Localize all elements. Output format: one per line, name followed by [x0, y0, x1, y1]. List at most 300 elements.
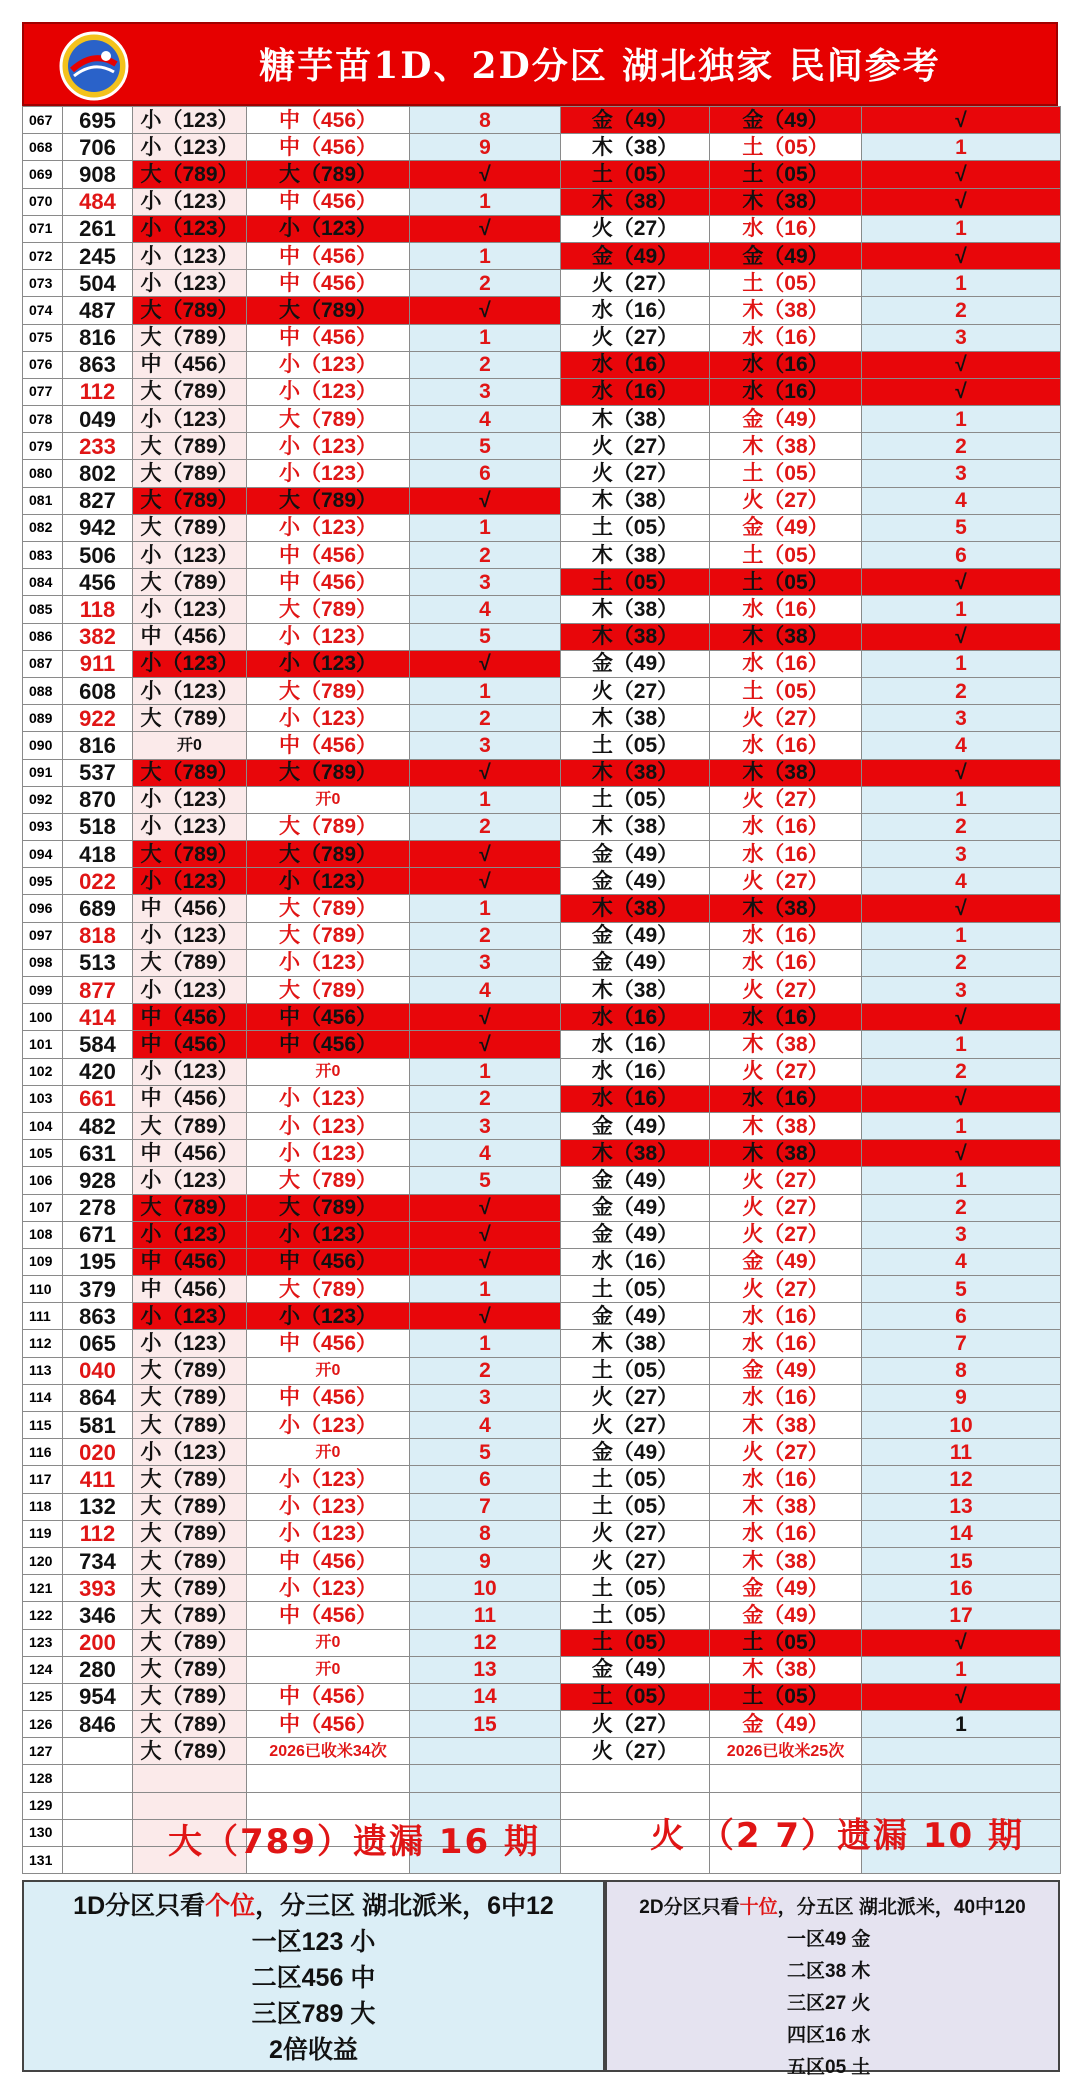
row-id: 070 [23, 188, 63, 215]
zone-1d-prev: 大（789） [133, 161, 247, 188]
element-2d-pick: 土（05） [710, 134, 862, 161]
count-1d: 10 [410, 1575, 561, 1602]
row-id: 129 [23, 1792, 63, 1819]
zone-1d-pick: 中（456） [247, 732, 410, 759]
row-id: 076 [23, 351, 63, 378]
draw-number: 537 [63, 759, 133, 786]
count-2d: √ [862, 1629, 1061, 1656]
zone-1d-prev: 大（789） [133, 1412, 247, 1439]
count-1d: 8 [410, 1520, 561, 1547]
count-2d: 6 [862, 1303, 1061, 1330]
count-1d: 9 [410, 134, 561, 161]
zone-1d-prev: 大（789） [133, 514, 247, 541]
element-2d-pick: 木（38） [710, 188, 862, 215]
count-1d: 1 [410, 1276, 561, 1303]
count-2d: 4 [862, 868, 1061, 895]
element-2d-prev: 水（16） [561, 1058, 710, 1085]
row-id: 073 [23, 270, 63, 297]
table-row [23, 949, 1061, 976]
zone-1d-prev: 中（456） [133, 895, 247, 922]
count-1d: √ [410, 297, 561, 324]
element-2d-pick: 土（05） [710, 677, 862, 704]
count-1d: 3 [410, 378, 561, 405]
zone-1d-pick: 大（789） [247, 841, 410, 868]
table-row [23, 215, 1061, 242]
row-id: 130 [23, 1819, 63, 1846]
zone-1d-pick: 开0 [247, 1629, 410, 1656]
zone-1d-prev: 小（123） [133, 406, 247, 433]
zone-1d-pick: 中（456） [247, 542, 410, 569]
element-2d-pick: 火（27） [710, 1194, 862, 1221]
zone-1d-pick: 小（123） [247, 623, 410, 650]
table-row [23, 487, 1061, 514]
draw-number: 671 [63, 1221, 133, 1248]
draw-number [63, 1792, 133, 1819]
zone-1d-pick [247, 1765, 410, 1792]
element-2d-pick: 金（49） [710, 406, 862, 433]
count-1d: 6 [410, 1466, 561, 1493]
row-id: 097 [23, 922, 63, 949]
zone-1d-prev: 大（789） [133, 1493, 247, 1520]
table-row [23, 841, 1061, 868]
count-2d: 1 [862, 1656, 1061, 1683]
zone-1d-pick: 中（456） [247, 107, 410, 134]
zone-1d-pick: 大（789） [247, 1194, 410, 1221]
count-2d: 2 [862, 433, 1061, 460]
count-2d: 2 [862, 813, 1061, 840]
row-id: 096 [23, 895, 63, 922]
count-1d: 1 [410, 514, 561, 541]
zone-1d-pick: 小（123） [247, 1412, 410, 1439]
count-2d: 9 [862, 1384, 1061, 1411]
draw-number: 200 [63, 1629, 133, 1656]
count-2d: √ [862, 1004, 1061, 1031]
draw-number: 118 [63, 596, 133, 623]
element-2d-prev: 土（05） [561, 732, 710, 759]
count-1d: √ [410, 1221, 561, 1248]
element-2d-pick: 木（38） [710, 1656, 862, 1683]
zone-1d-pick: 大（789） [247, 1276, 410, 1303]
zone-1d-prev: 大（789） [133, 324, 247, 351]
count-2d: 2 [862, 1194, 1061, 1221]
count-2d: 12 [862, 1466, 1061, 1493]
zone-1d-prev: 大（789） [133, 487, 247, 514]
row-id: 077 [23, 378, 63, 405]
note-1d-zone1: 一区123 小 [251, 1928, 376, 1956]
table-row [23, 1221, 1061, 1248]
element-2d-pick: 火（27） [710, 1058, 862, 1085]
zone-1d-prev: 大（789） [133, 1711, 247, 1738]
zone-1d-prev: 中（456） [133, 1085, 247, 1112]
count-2d: 3 [862, 977, 1061, 1004]
draw-number: 065 [63, 1330, 133, 1357]
element-2d-pick: 土（05） [710, 161, 862, 188]
table-row [23, 677, 1061, 704]
element-2d-pick: 金（49） [710, 1602, 862, 1629]
count-2d: 3 [862, 460, 1061, 487]
count-1d: √ [410, 1004, 561, 1031]
element-2d-prev: 土（05） [561, 1575, 710, 1602]
table-row [23, 868, 1061, 895]
table-row [23, 1575, 1061, 1602]
element-2d-pick: 2026已收米25次 [710, 1738, 862, 1765]
element-2d-prev: 土（05） [561, 1602, 710, 1629]
count-2d: 17 [862, 1602, 1061, 1629]
zone-1d-prev [133, 1765, 247, 1792]
count-1d [410, 1738, 561, 1765]
element-2d-pick: 火（27） [710, 487, 862, 514]
table-row [23, 1629, 1061, 1656]
row-id: 087 [23, 650, 63, 677]
table-row [23, 134, 1061, 161]
row-id: 122 [23, 1602, 63, 1629]
element-2d-prev: 水（16） [561, 1004, 710, 1031]
draw-number: 922 [63, 705, 133, 732]
element-2d-pick: 木（38） [710, 1412, 862, 1439]
zone-1d-pick: 大（789） [247, 922, 410, 949]
count-2d: 4 [862, 732, 1061, 759]
element-2d-prev: 木（38） [561, 188, 710, 215]
row-id: 092 [23, 786, 63, 813]
element-2d-prev: 土（05） [561, 1683, 710, 1710]
zone-1d-pick: 小（123） [247, 650, 410, 677]
count-2d: 1 [862, 1167, 1061, 1194]
count-2d: 5 [862, 1276, 1061, 1303]
table-row [23, 161, 1061, 188]
table-row [23, 542, 1061, 569]
element-2d-prev: 金（49） [561, 1439, 710, 1466]
element-2d-prev: 火（27） [561, 677, 710, 704]
zone-1d-prev: 大（789） [133, 1738, 247, 1765]
zone-1d-pick: 大（789） [247, 977, 410, 1004]
element-2d-prev: 金（49） [561, 1167, 710, 1194]
row-id: 091 [23, 759, 63, 786]
row-id: 089 [23, 705, 63, 732]
draw-number [63, 1819, 133, 1846]
element-2d-pick: 土（05） [710, 569, 862, 596]
element-2d-prev: 木（38） [561, 977, 710, 1004]
zone-1d-prev: 大（789） [133, 569, 247, 596]
zone-1d-pick: 中（456） [247, 1330, 410, 1357]
count-2d: 15 [862, 1547, 1061, 1574]
zone-1d-prev: 大（789） [133, 1547, 247, 1574]
element-2d-prev: 金（49） [561, 949, 710, 976]
count-2d: 2 [862, 1058, 1061, 1085]
element-2d-prev: 木（38） [561, 895, 710, 922]
element-2d-prev: 木（38） [561, 623, 710, 650]
zone-1d-pick: 中（456） [247, 242, 410, 269]
draw-number: 278 [63, 1194, 133, 1221]
draw-number: 020 [63, 1439, 133, 1466]
table-row [23, 922, 1061, 949]
count-2d: √ [862, 623, 1061, 650]
element-2d-pick: 火（27） [710, 705, 862, 732]
element-2d-prev: 金（49） [561, 1194, 710, 1221]
row-id: 081 [23, 487, 63, 514]
zone-1d-pick: 小（123） [247, 868, 410, 895]
count-1d: 2 [410, 922, 561, 949]
element-2d-prev: 水（16） [561, 351, 710, 378]
count-2d: √ [862, 378, 1061, 405]
zone-1d-pick: 小（123） [247, 705, 410, 732]
count-1d: 12 [410, 1629, 561, 1656]
element-2d-prev: 金（49） [561, 1656, 710, 1683]
count-1d: 4 [410, 1412, 561, 1439]
element-2d-pick: 水（16） [710, 351, 862, 378]
element-2d-pick: 木（38） [710, 297, 862, 324]
element-2d-prev: 木（38） [561, 134, 710, 161]
zone-1d-pick: 中（456） [247, 1602, 410, 1629]
element-2d-pick: 土（05） [710, 460, 862, 487]
zone-1d-prev: 小（123） [133, 270, 247, 297]
count-1d: 4 [410, 596, 561, 623]
zone-1d-pick: 小（123） [247, 1112, 410, 1139]
zone-1d-pick: 中（456） [247, 188, 410, 215]
count-1d: √ [410, 161, 561, 188]
zone-1d-prev: 大（789） [133, 759, 247, 786]
page-title: 糖芋苗1D、2D分区 湖北独家 民间参考 [259, 45, 941, 87]
row-id: 125 [23, 1683, 63, 1710]
draw-number: 379 [63, 1276, 133, 1303]
count-2d: √ [862, 1683, 1061, 1710]
row-id: 104 [23, 1112, 63, 1139]
row-id: 116 [23, 1439, 63, 1466]
count-2d: 1 [862, 1112, 1061, 1139]
table-row [23, 1520, 1061, 1547]
row-id: 083 [23, 542, 63, 569]
zone-1d-prev: 大（789） [133, 297, 247, 324]
element-2d-pick: 水（16） [710, 1004, 862, 1031]
zone-1d-prev: 小（123） [133, 242, 247, 269]
row-id: 117 [23, 1466, 63, 1493]
element-2d-pick: 水（16） [710, 1303, 862, 1330]
miss-1d-label: 大（789）遗漏 16 期 [168, 1822, 540, 1862]
draw-number: 040 [63, 1357, 133, 1384]
draw-number: 816 [63, 732, 133, 759]
element-2d-pick: 金（49） [710, 1357, 862, 1384]
table-row [23, 324, 1061, 351]
zone-1d-prev: 小（123） [133, 107, 247, 134]
zone-1d-pick: 大（789） [247, 1167, 410, 1194]
draw-number: 689 [63, 895, 133, 922]
element-2d-prev: 土（05） [561, 1629, 710, 1656]
table-row [23, 786, 1061, 813]
draw-number: 608 [63, 677, 133, 704]
element-2d-prev: 火（27） [561, 1547, 710, 1574]
results-table [22, 106, 1061, 1874]
row-id: 074 [23, 297, 63, 324]
element-2d-prev: 木（38） [561, 759, 710, 786]
zone-1d-prev: 小（123） [133, 650, 247, 677]
table-row [23, 650, 1061, 677]
zone-1d-pick: 大（789） [247, 596, 410, 623]
count-1d: 4 [410, 977, 561, 1004]
zone-1d-pick: 小（123） [247, 514, 410, 541]
element-2d-prev: 金（49） [561, 841, 710, 868]
count-2d: 1 [862, 650, 1061, 677]
table-row [23, 759, 1061, 786]
count-1d: 3 [410, 732, 561, 759]
element-2d-prev: 土（05） [561, 1276, 710, 1303]
draw-number: 411 [63, 1466, 133, 1493]
zone-1d-prev: 大（789） [133, 460, 247, 487]
draw-number: 695 [63, 107, 133, 134]
draw-number: 827 [63, 487, 133, 514]
element-2d-pick: 水（16） [710, 841, 862, 868]
element-2d-prev: 火（27） [561, 433, 710, 460]
count-1d: 1 [410, 324, 561, 351]
element-2d-prev: 土（05） [561, 786, 710, 813]
table-row [23, 1466, 1061, 1493]
miss-2d-label: 火 （2 7）遗漏 10 期 [650, 1816, 1024, 1856]
table-row [23, 433, 1061, 460]
count-1d: √ [410, 1194, 561, 1221]
element-2d-prev: 水（16） [561, 1248, 710, 1275]
count-1d: 4 [410, 406, 561, 433]
zone-1d-prev: 小（123） [133, 1221, 247, 1248]
zone-1d-prev: 小（123） [133, 813, 247, 840]
table-row [23, 623, 1061, 650]
count-2d: √ [862, 759, 1061, 786]
element-2d-pick: 水（16） [710, 650, 862, 677]
zone-1d-pick: 中（456） [247, 1004, 410, 1031]
header-banner [22, 22, 1058, 106]
draw-number: 261 [63, 215, 133, 242]
element-2d-prev: 金（49） [561, 1303, 710, 1330]
zone-1d-pick: 小（123） [247, 378, 410, 405]
row-id: 102 [23, 1058, 63, 1085]
zone-1d-pick: 小（123） [247, 460, 410, 487]
count-1d: √ [410, 650, 561, 677]
count-2d: 8 [862, 1357, 1061, 1384]
draw-number: 870 [63, 786, 133, 813]
element-2d-pick: 水（16） [710, 215, 862, 242]
note-2d-panel [605, 1880, 1060, 2078]
zone-1d-prev: 小（123） [133, 1058, 247, 1085]
table-row [23, 977, 1061, 1004]
zone-1d-prev: 中（456） [133, 351, 247, 378]
count-1d: 13 [410, 1656, 561, 1683]
zone-1d-pick: 开0 [247, 1439, 410, 1466]
table-row [23, 813, 1061, 840]
zone-1d-prev: 大（789） [133, 1656, 247, 1683]
zone-1d-pick: 小（123） [247, 215, 410, 242]
draw-number: 418 [63, 841, 133, 868]
draw-number: 393 [63, 1575, 133, 1602]
count-1d: 5 [410, 623, 561, 650]
count-2d: √ [862, 351, 1061, 378]
zone-1d-prev: 大（789） [133, 378, 247, 405]
row-id: 086 [23, 623, 63, 650]
zone-1d-pick: 开0 [247, 786, 410, 813]
draw-number: 816 [63, 324, 133, 351]
draw-number: 112 [63, 1520, 133, 1547]
element-2d-pick: 水（16） [710, 922, 862, 949]
count-2d [862, 1765, 1061, 1792]
zone-1d-prev: 小（123） [133, 868, 247, 895]
zone-1d-pick: 大（789） [247, 677, 410, 704]
draw-number: 518 [63, 813, 133, 840]
zone-1d-pick: 开0 [247, 1357, 410, 1384]
draw-number: 456 [63, 569, 133, 596]
element-2d-prev: 火（27） [561, 1711, 710, 1738]
element-2d-pick: 木（38） [710, 1031, 862, 1058]
draw-number: 631 [63, 1140, 133, 1167]
zone-1d-pick: 中（456） [247, 1031, 410, 1058]
count-2d: 13 [862, 1493, 1061, 1520]
zone-1d-pick: 中（456） [247, 1248, 410, 1275]
draw-number: 487 [63, 297, 133, 324]
zone-1d-pick: 小（123） [247, 433, 410, 460]
table-row [23, 351, 1061, 378]
note-2d-zone4: 四区16 水 [787, 2025, 871, 2046]
element-2d-pick: 木（38） [710, 433, 862, 460]
zone-1d-prev: 大（789） [133, 433, 247, 460]
element-2d-pick: 水（16） [710, 1384, 862, 1411]
draw-number: 734 [63, 1547, 133, 1574]
count-2d: √ [862, 895, 1061, 922]
zone-1d-pick: 中（456） [247, 134, 410, 161]
count-1d: 2 [410, 1085, 561, 1112]
element-2d-pick: 水（16） [710, 324, 862, 351]
row-id: 079 [23, 433, 63, 460]
row-id: 098 [23, 949, 63, 976]
row-id: 067 [23, 107, 63, 134]
draw-number: 911 [63, 650, 133, 677]
draw-number [63, 1738, 133, 1765]
note-2d-zone5: 五区05 土 [787, 2057, 871, 2078]
draw-number: 233 [63, 433, 133, 460]
note-1d-rule: 1D分区只看个位，分三区 湖北派米，6中12 [73, 1892, 554, 1920]
draw-number: 245 [63, 242, 133, 269]
count-1d: 8 [410, 107, 561, 134]
draw-number: 513 [63, 949, 133, 976]
element-2d-prev: 土（05） [561, 569, 710, 596]
draw-number: 484 [63, 188, 133, 215]
row-id: 107 [23, 1194, 63, 1221]
element-2d-pick: 火（27） [710, 1221, 862, 1248]
table-row [23, 1683, 1061, 1710]
element-2d-pick: 土（05） [710, 270, 862, 297]
count-2d: √ [862, 242, 1061, 269]
row-id: 069 [23, 161, 63, 188]
element-2d-pick: 火（27） [710, 1439, 862, 1466]
row-id: 071 [23, 215, 63, 242]
note-2d-zone1: 一区49 金 [787, 1929, 871, 1950]
row-id: 084 [23, 569, 63, 596]
row-id: 121 [23, 1575, 63, 1602]
element-2d-prev: 火（27） [561, 324, 710, 351]
row-id: 112 [23, 1330, 63, 1357]
zone-1d-pick: 大（789） [247, 297, 410, 324]
element-2d-prev: 木（38） [561, 487, 710, 514]
draw-number: 420 [63, 1058, 133, 1085]
zone-1d-pick: 小（123） [247, 1466, 410, 1493]
count-1d: 2 [410, 1357, 561, 1384]
note-1d-panel [22, 1880, 605, 2072]
draw-number: 482 [63, 1112, 133, 1139]
draw-number: 346 [63, 1602, 133, 1629]
table-row [23, 1167, 1061, 1194]
zone-1d-prev: 中（456） [133, 1276, 247, 1303]
zone-1d-prev: 大（789） [133, 841, 247, 868]
element-2d-pick: 土（05） [710, 542, 862, 569]
zone-1d-prev: 大（789） [133, 1194, 247, 1221]
zone-1d-pick: 大（789） [247, 895, 410, 922]
row-id: 124 [23, 1656, 63, 1683]
zone-1d-pick: 2026已收米34次 [247, 1738, 410, 1765]
element-2d-pick: 土（05） [710, 1683, 862, 1710]
